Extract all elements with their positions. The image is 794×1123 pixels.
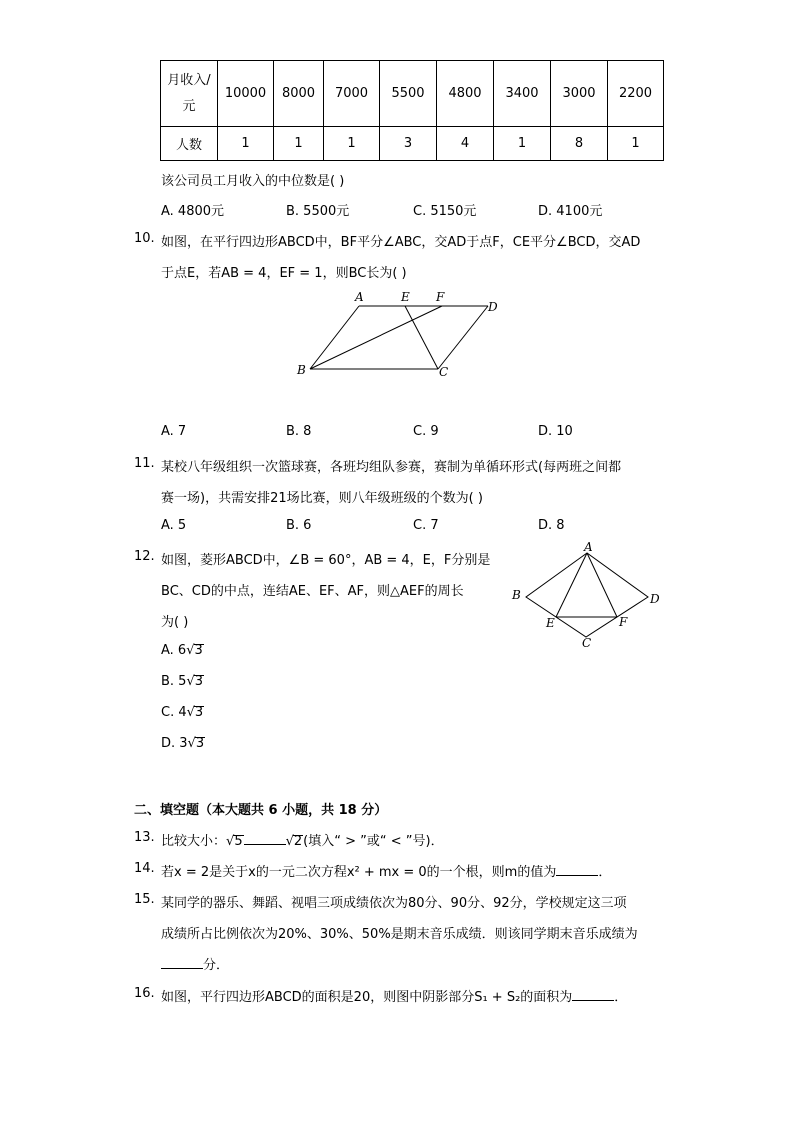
label-d: D: [488, 300, 498, 314]
table-cell: 8000: [274, 61, 324, 127]
q14-stem: 若x = 2是关于x的一元二次方程x² + mx = 0的一个根，则m的值为: [161, 865, 557, 880]
label-e: E: [546, 616, 555, 630]
table-cell: 3400: [494, 61, 551, 127]
q11-line1: 某校八年级组织一次篮球赛，各班均组队参赛，赛制为单循环形式(每两班之间都: [161, 460, 622, 475]
table-header-cell: 人数: [161, 127, 218, 161]
label-c: C: [582, 636, 592, 650]
answer-blank[interactable]: [572, 988, 614, 1001]
q16-stem: 如图，平行四边形ABCD的面积是20，则图中阴影部分S₁ + S₂的面积为: [161, 990, 573, 1005]
q15-number: 15.: [134, 892, 155, 907]
radicand: 5: [234, 834, 243, 849]
q15-end: 分．: [203, 958, 230, 973]
q10-option-d: D. 10: [538, 424, 573, 439]
label-f: F: [436, 290, 445, 304]
table-cell: 1: [324, 127, 380, 161]
q14-text: [161, 861, 611, 880]
table-cell: 1: [218, 127, 274, 161]
segment-af: [587, 553, 617, 617]
table-row: [161, 127, 664, 161]
radicand: 2: [293, 834, 303, 849]
q10-line1: 如图，在平行四边形ABCD中，BF平分∠ABC，交AD于点F，CE平分∠BCD，交AD: [161, 235, 641, 250]
q9-option-b: B. 5500元: [286, 204, 350, 219]
q12-line3: 为( ): [161, 615, 189, 630]
q11-option-b: B. 6: [286, 518, 312, 533]
q12-rhombus-figure: [505, 540, 670, 652]
q12-option-d: D. 3√3: [161, 736, 205, 751]
label-b: B: [512, 588, 521, 602]
table-cell: 5500: [380, 61, 437, 127]
q9-option-a: A. 4800元: [161, 204, 225, 219]
radicand: 3: [194, 705, 204, 720]
q10-number: 10.: [134, 231, 155, 246]
table-row: [161, 61, 664, 127]
q9-option-d: D. 4100元: [538, 204, 603, 219]
table-cell: 4800: [437, 61, 494, 127]
table-header-cell: [161, 61, 218, 127]
q12-option-b: B. 5√3: [161, 674, 204, 689]
q10-line2: 于点E，若AB = 4，EF = 1，则BC长为( ): [161, 266, 407, 281]
q12-line2: BC、CD的中点，连结AE、EF、AF，则△AEF的周长: [161, 584, 464, 599]
q16-text: [161, 986, 627, 1005]
q11-option-c: C. 7: [413, 518, 439, 533]
q15-line1: 某同学的器乐、舞蹈、视唱三项成绩依次为80分、90分、92分，学校规定这三项: [161, 896, 627, 911]
q15-line2: 成绩所占比例依次为20%、30%、50%是期末音乐成绩．则该同学期末音乐成绩为: [161, 927, 638, 942]
label-c: C: [439, 365, 449, 379]
header-line: 月收入/: [167, 72, 211, 88]
label-b: B: [297, 363, 306, 377]
table-cell: 3: [380, 127, 437, 161]
radicand: 3: [194, 643, 203, 658]
option-text: C. 4: [161, 705, 187, 720]
table-cell: 4: [437, 127, 494, 161]
q11-line2: 赛一场)，共需安排21场比赛，则八年级班级的个数为( ): [161, 491, 483, 506]
label-f: F: [619, 615, 628, 629]
segment-bf: [310, 306, 442, 369]
rhombus-abcd: [526, 553, 648, 637]
radicand: 3: [195, 736, 205, 751]
table-cell: 7000: [324, 61, 380, 127]
label-d: D: [650, 592, 660, 606]
q10-option-b: B. 8: [286, 424, 312, 439]
table-cell: 8: [551, 127, 608, 161]
table-cell: 2200: [608, 61, 664, 127]
q13-pre: 比较大小：: [161, 834, 227, 849]
q12-number: 12.: [134, 549, 155, 564]
table-cell: 1: [494, 127, 551, 161]
table-cell: 10000: [218, 61, 274, 127]
income-table: [160, 60, 664, 161]
segment-ae: [556, 553, 587, 617]
q12-option-c: C. 4√3: [161, 705, 204, 720]
q13-post: (填入“ > ”或“ < ”号)．: [303, 834, 444, 849]
table-cell: 1: [274, 127, 324, 161]
segment-dc: [438, 306, 488, 369]
label-e: E: [401, 290, 410, 304]
radicand: 3: [194, 674, 204, 689]
table-cell: 1: [608, 127, 664, 161]
q10-parallelogram-figure: [290, 286, 510, 382]
q14-number: 14.: [134, 861, 155, 876]
q12-option-a: A. 6√3: [161, 643, 203, 658]
q16-end: ．: [614, 990, 628, 1005]
q10-option-a: A. 7: [161, 424, 187, 439]
q12-line1: 如图，菱形ABCD中，∠B = 60°，AB = 4，E，F分别是: [161, 553, 491, 568]
option-text: A. 6: [161, 643, 187, 658]
q16-number: 16.: [134, 986, 155, 1001]
q14-end: ．: [598, 865, 612, 880]
label-a: A: [355, 290, 364, 304]
label-a: A: [584, 540, 593, 554]
q10-option-c: C. 9: [413, 424, 439, 439]
q13-text: 比较大小：√5 √2(填入“ > ”或“ < ”号)．: [161, 834, 444, 849]
q11-number: 11.: [134, 456, 155, 471]
table-cell: 3000: [551, 61, 608, 127]
q11-option-a: A. 5: [161, 518, 187, 533]
answer-blank[interactable]: [244, 832, 286, 845]
q9-stem: 该公司员工月收入的中位数是( ): [161, 174, 345, 189]
q13-number: 13.: [134, 830, 155, 845]
section-title: 二、填空题（本大题共 6 小题，共 18 分）: [134, 803, 388, 818]
answer-blank[interactable]: [556, 863, 598, 876]
header-line: 元: [182, 98, 196, 114]
segment-ab: [310, 306, 359, 369]
option-text: B. 5: [161, 674, 187, 689]
option-text: D. 3: [161, 736, 188, 751]
answer-blank[interactable]: [161, 956, 203, 969]
q11-option-d: D. 8: [538, 518, 565, 533]
q15-line3: [161, 954, 229, 973]
q9-option-c: C. 5150元: [413, 204, 477, 219]
